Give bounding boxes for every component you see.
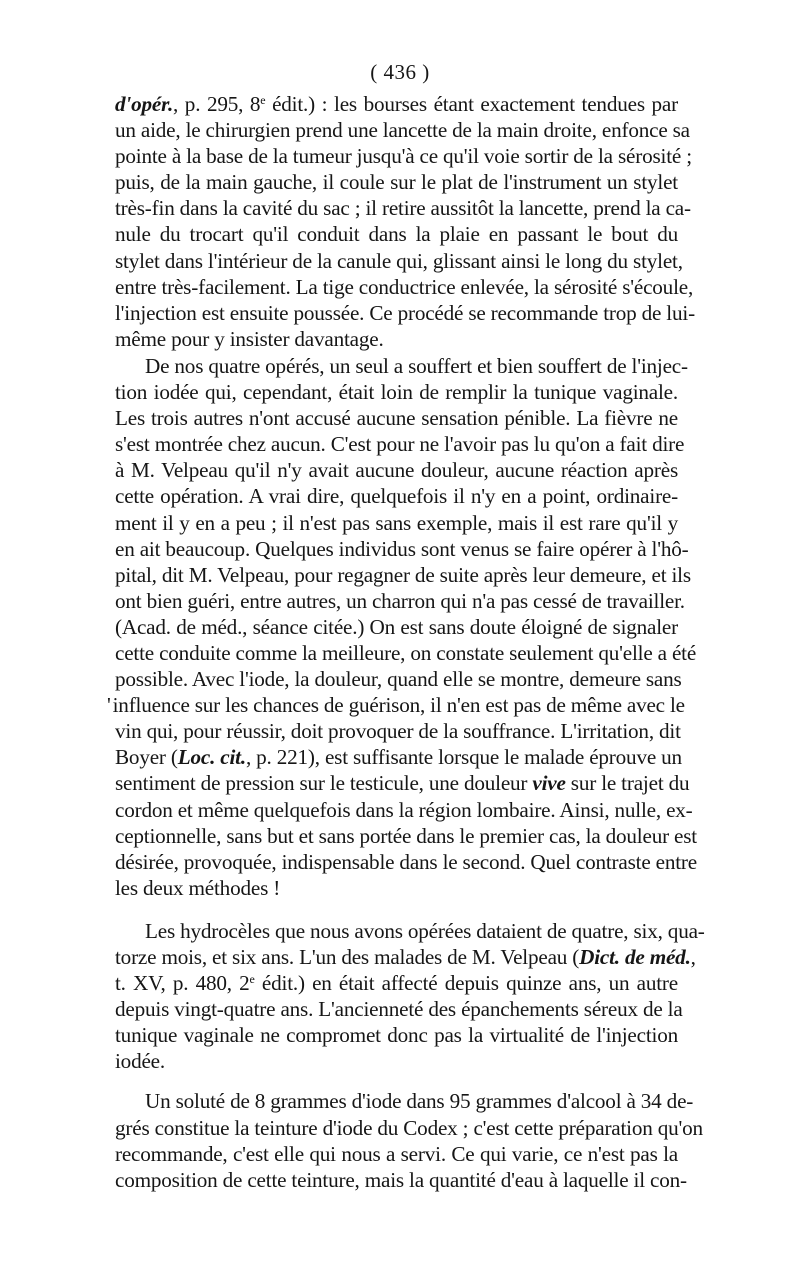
italic-reference: Dict. de méd.: [579, 945, 691, 969]
page-body: [107, 91, 705, 1193]
text-line: désirée, provoquée, indispensable dans le second. Quel contraste entre: [115, 849, 697, 874]
text-line: De nos quatre opérés, un seul a souffert et bien souffert de l'injec-: [145, 353, 688, 378]
text-line: sentiment de pression sur le testicule, une douleur vive sur le trajet du: [115, 771, 690, 796]
text-line: (Acad. de méd., séance citée.) On est sans doute éloigné de signaler: [115, 614, 678, 639]
paragraph-2: [107, 353, 697, 901]
text-line: à M. Velpeau qu'il n'y avait aucune douleur, aucune réaction après: [115, 458, 678, 483]
text-line: composition de cette teinture, mais la quantité d'eau à laquelle il con-: [115, 1167, 687, 1192]
text-line: Les hydrocèles que nous avons opérées dataient de quatre, six, qua-: [145, 918, 705, 943]
superscript: e: [260, 93, 266, 107]
stray-mark: ': [107, 693, 111, 718]
text-line: pointe à la base de la tumeur jusqu'à ce qu'il voie sortir de la sérosité ;: [115, 144, 692, 169]
text-line: Les trois autres n'ont accusé aucune sensation pénible. La fièvre ne: [115, 406, 678, 431]
paragraph-4: [115, 1088, 703, 1192]
text-line: l'injection est ensuite poussée. Ce procédé se recommande trop de lui-: [115, 300, 695, 325]
text-line: tunique vaginale ne compromet donc pas la virtualité de l'injection: [115, 1023, 678, 1048]
text-line: ceptionnelle, sans but et sans portée dans le premier cas, la douleur est: [115, 823, 697, 848]
text-line: vin qui, pour réussir, doit provoquer de la souffrance. L'irritation, dit: [115, 719, 681, 744]
text-line: 'influence sur les chances de guérison, il n'en est pas de même avec le: [107, 693, 685, 718]
text-line: très-fin dans la cavité du sac ; il retire aussitôt la lancette, prend la ca-: [115, 196, 691, 221]
text-line: tion iodée qui, cependant, était loin de remplir la tunique vaginale.: [115, 380, 678, 405]
paragraph-3: [115, 918, 705, 1075]
text-line: pital, dit M. Velpeau, pour regagner de suite après leur demeure, et ils: [115, 562, 691, 587]
text-line: un aide, le chirurgien prend une lancette de la main droite, enfonce sa: [115, 118, 690, 143]
page-number: ( 436 ): [370, 60, 430, 84]
text-line: d'opér., p. 295, 8e édit.) : les bourses étant exactement tendues par: [115, 92, 678, 116]
text-line: ont bien guéri, entre autres, un charron qui n'a pas cessé de travailler.: [115, 588, 685, 613]
text-line: Boyer (Loc. cit., p. 221), est suffisante lorsque le malade éprouve un: [115, 745, 682, 770]
text-line: iodée.: [115, 1049, 165, 1074]
text-line: entre très-facilement. La tige conductrice enlevée, la sérosité s'écoule,: [115, 274, 694, 299]
text-line: cordon et même quelquefois dans la région lombaire. Ainsi, nulle, ex-: [115, 797, 693, 822]
text-line: en ait beaucoup. Quelques individus sont venus se faire opérer à l'hô-: [115, 536, 689, 561]
text-line: cette conduite comme la meilleure, on constate seulement qu'elle a été: [115, 640, 697, 665]
text-line: les deux méthodes !: [115, 875, 281, 900]
text-line: Un soluté de 8 grammes d'iode dans 95 grammes d'alcool à 34 de-: [145, 1089, 694, 1114]
text-line: recommande, c'est elle qui nous a servi. Ce qui varie, ce n'est pas la: [115, 1141, 678, 1166]
text-line: nule du trocart qu'il conduit dans la plaie en passant le bout du: [115, 222, 678, 247]
superscript: e: [249, 972, 255, 987]
text-line: s'est montrée chez aucun. C'est pour ne l'avoir pas lu qu'on a fait dire: [115, 432, 685, 457]
text-line: torze mois, et six ans. L'un des malades de M. Velpeau (Dict. de méd.,: [115, 945, 696, 969]
italic-emphasis: vive: [532, 771, 566, 796]
paragraph-1: [115, 91, 695, 352]
text-line: même pour y insister davantage.: [115, 326, 384, 351]
text-line: cette opération. A vrai dire, quelquefois il n'y en a point, ordinaire-: [115, 484, 678, 509]
text-line: ment il y en a peu ; il n'est pas sans exemple, mais il est rare qu'il y: [115, 510, 678, 535]
text-line: t. XV, p. 480, 2e édit.) en était affecté depuis quinze ans, un autre: [115, 971, 678, 996]
italic-reference: d'opér.: [115, 92, 174, 116]
text-line: depuis vingt-quatre ans. L'ancienneté des épanchements séreux de la: [115, 997, 683, 1022]
text-line: puis, de la main gauche, il coule sur le plat de l'instrument un stylet: [115, 170, 678, 195]
italic-reference: Loc. cit.: [177, 745, 246, 770]
text-line: stylet dans l'intérieur de la canule qui, glissant ainsi le long du stylet,: [115, 248, 683, 273]
text-line: possible. Avec l'iode, la douleur, quand elle se montre, demeure sans: [115, 667, 682, 692]
text-line: grés constitue la teinture d'iode du Codex ; c'est cette préparation qu'on: [115, 1115, 703, 1140]
